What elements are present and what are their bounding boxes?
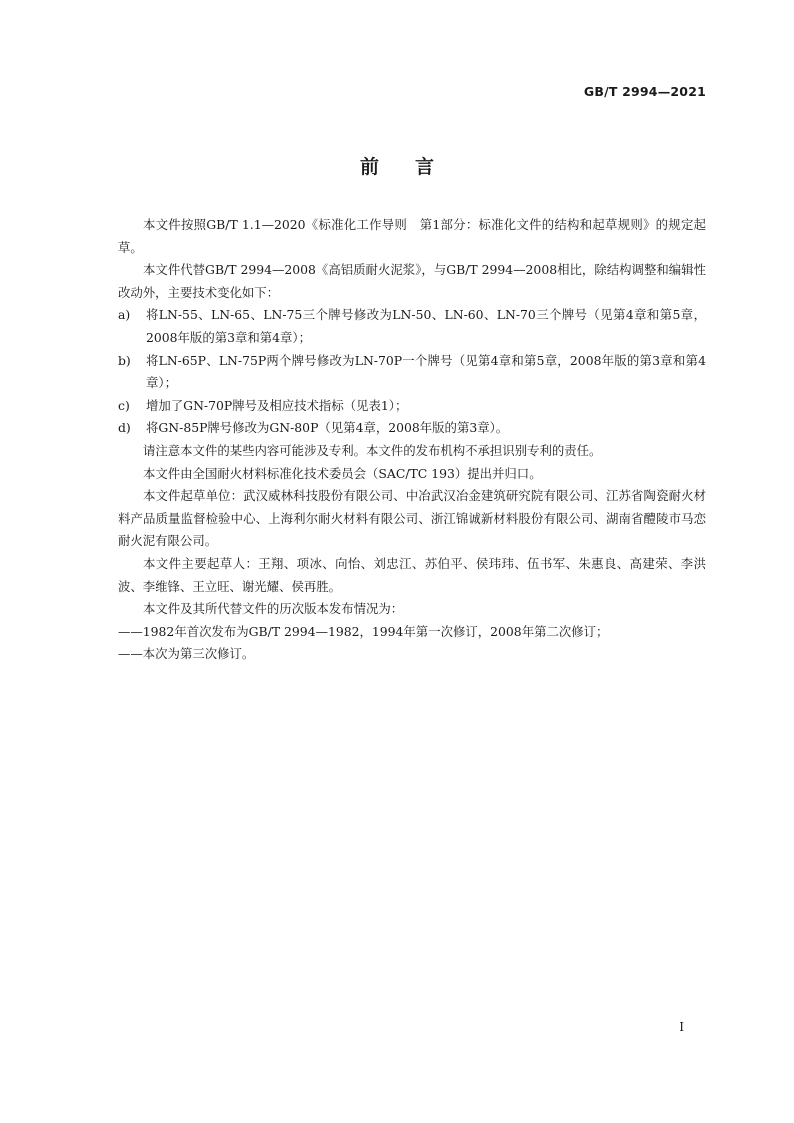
list-item-marker: b) <box>118 352 131 368</box>
history-intro: 本文件及其所代替文件的历次版本发布情况为： <box>143 601 404 617</box>
changes-list <box>118 304 706 440</box>
history-item: ——1982年首次发布为GB/T 2994—1982，1994年第一次修订，2008年第二次修订； <box>118 623 609 639</box>
list-item-marker: d) <box>118 420 131 436</box>
replacement-paragraph: 本文件代替GB/T 2994—2008《高铝质耐火泥浆》，与GB/T 2994—2008相比，除结构调整和编辑性改动外，主要技术变化如下： <box>118 262 706 300</box>
list-item-text: 将LN-65P、LN-75P两个牌号修改为LN-70P一个牌号（见第4章和第5章，2008年版的第3章和第4章）； <box>146 352 706 391</box>
patent-notice: 请注意本文件的某些内容可能涉及专利。本文件的发布机构不承担识别专利的责任。 <box>143 442 602 458</box>
page-number: I <box>679 1020 684 1034</box>
history-item: ——本次为第三次修订。 <box>118 646 255 662</box>
page-title: 前言 <box>359 156 470 178</box>
list-item <box>118 417 706 440</box>
list-item <box>118 304 706 349</box>
proposer-paragraph: 本文件由全国耐火材料标准化技术委员会（SAC/TC 193）提出并归口。 <box>143 465 542 481</box>
list-item <box>118 395 706 418</box>
list-item-marker: a) <box>118 307 131 323</box>
list-item-text: 增加了GN-70P牌号及相应技术指标（见表1）； <box>146 397 408 413</box>
drafting-rule-paragraph: 本文件按照GB/T 1.1—2020《标准化工作导则 第1部分：标准化文件的结构和起草规则》的规定起草。 <box>118 217 706 255</box>
drafting-units-paragraph: 本文件起草单位：武汉威林科技股份有限公司、中冶武汉冶金建筑研究院有限公司、江苏省陶瓷耐火材料产品质量监督检验中心、上海利尔耐火材料有限公司、浙江锦诚新材料股份有限公司、湖南省醴陵市马恋耐火泥有限公司。 <box>118 488 706 549</box>
history-list <box>118 621 706 666</box>
list-item-marker: c) <box>118 397 130 413</box>
list-item-text: 将LN-55、LN-65、LN-75三个牌号修改为LN-50、LN-60、LN-70三个牌号（见第4章和第5章，2008年版的第3章和第4章）； <box>146 307 706 345</box>
standard-code: GB/T 2994—2021 <box>583 84 706 99</box>
list-item-text: 将GN-85P牌号修改为GN-80P（见第4章，2008年版的第3章）。 <box>146 420 509 436</box>
list-item <box>118 350 706 395</box>
foreword-body <box>118 214 706 666</box>
drafters-paragraph: 本文件主要起草人：王翔、项冰、向怡、刘忠江、苏伯平、侯玮玮、伍书军、朱惠良、高建荣、李洪波、李维锋、王立旺、谢光耀、侯再胜。 <box>118 555 706 594</box>
